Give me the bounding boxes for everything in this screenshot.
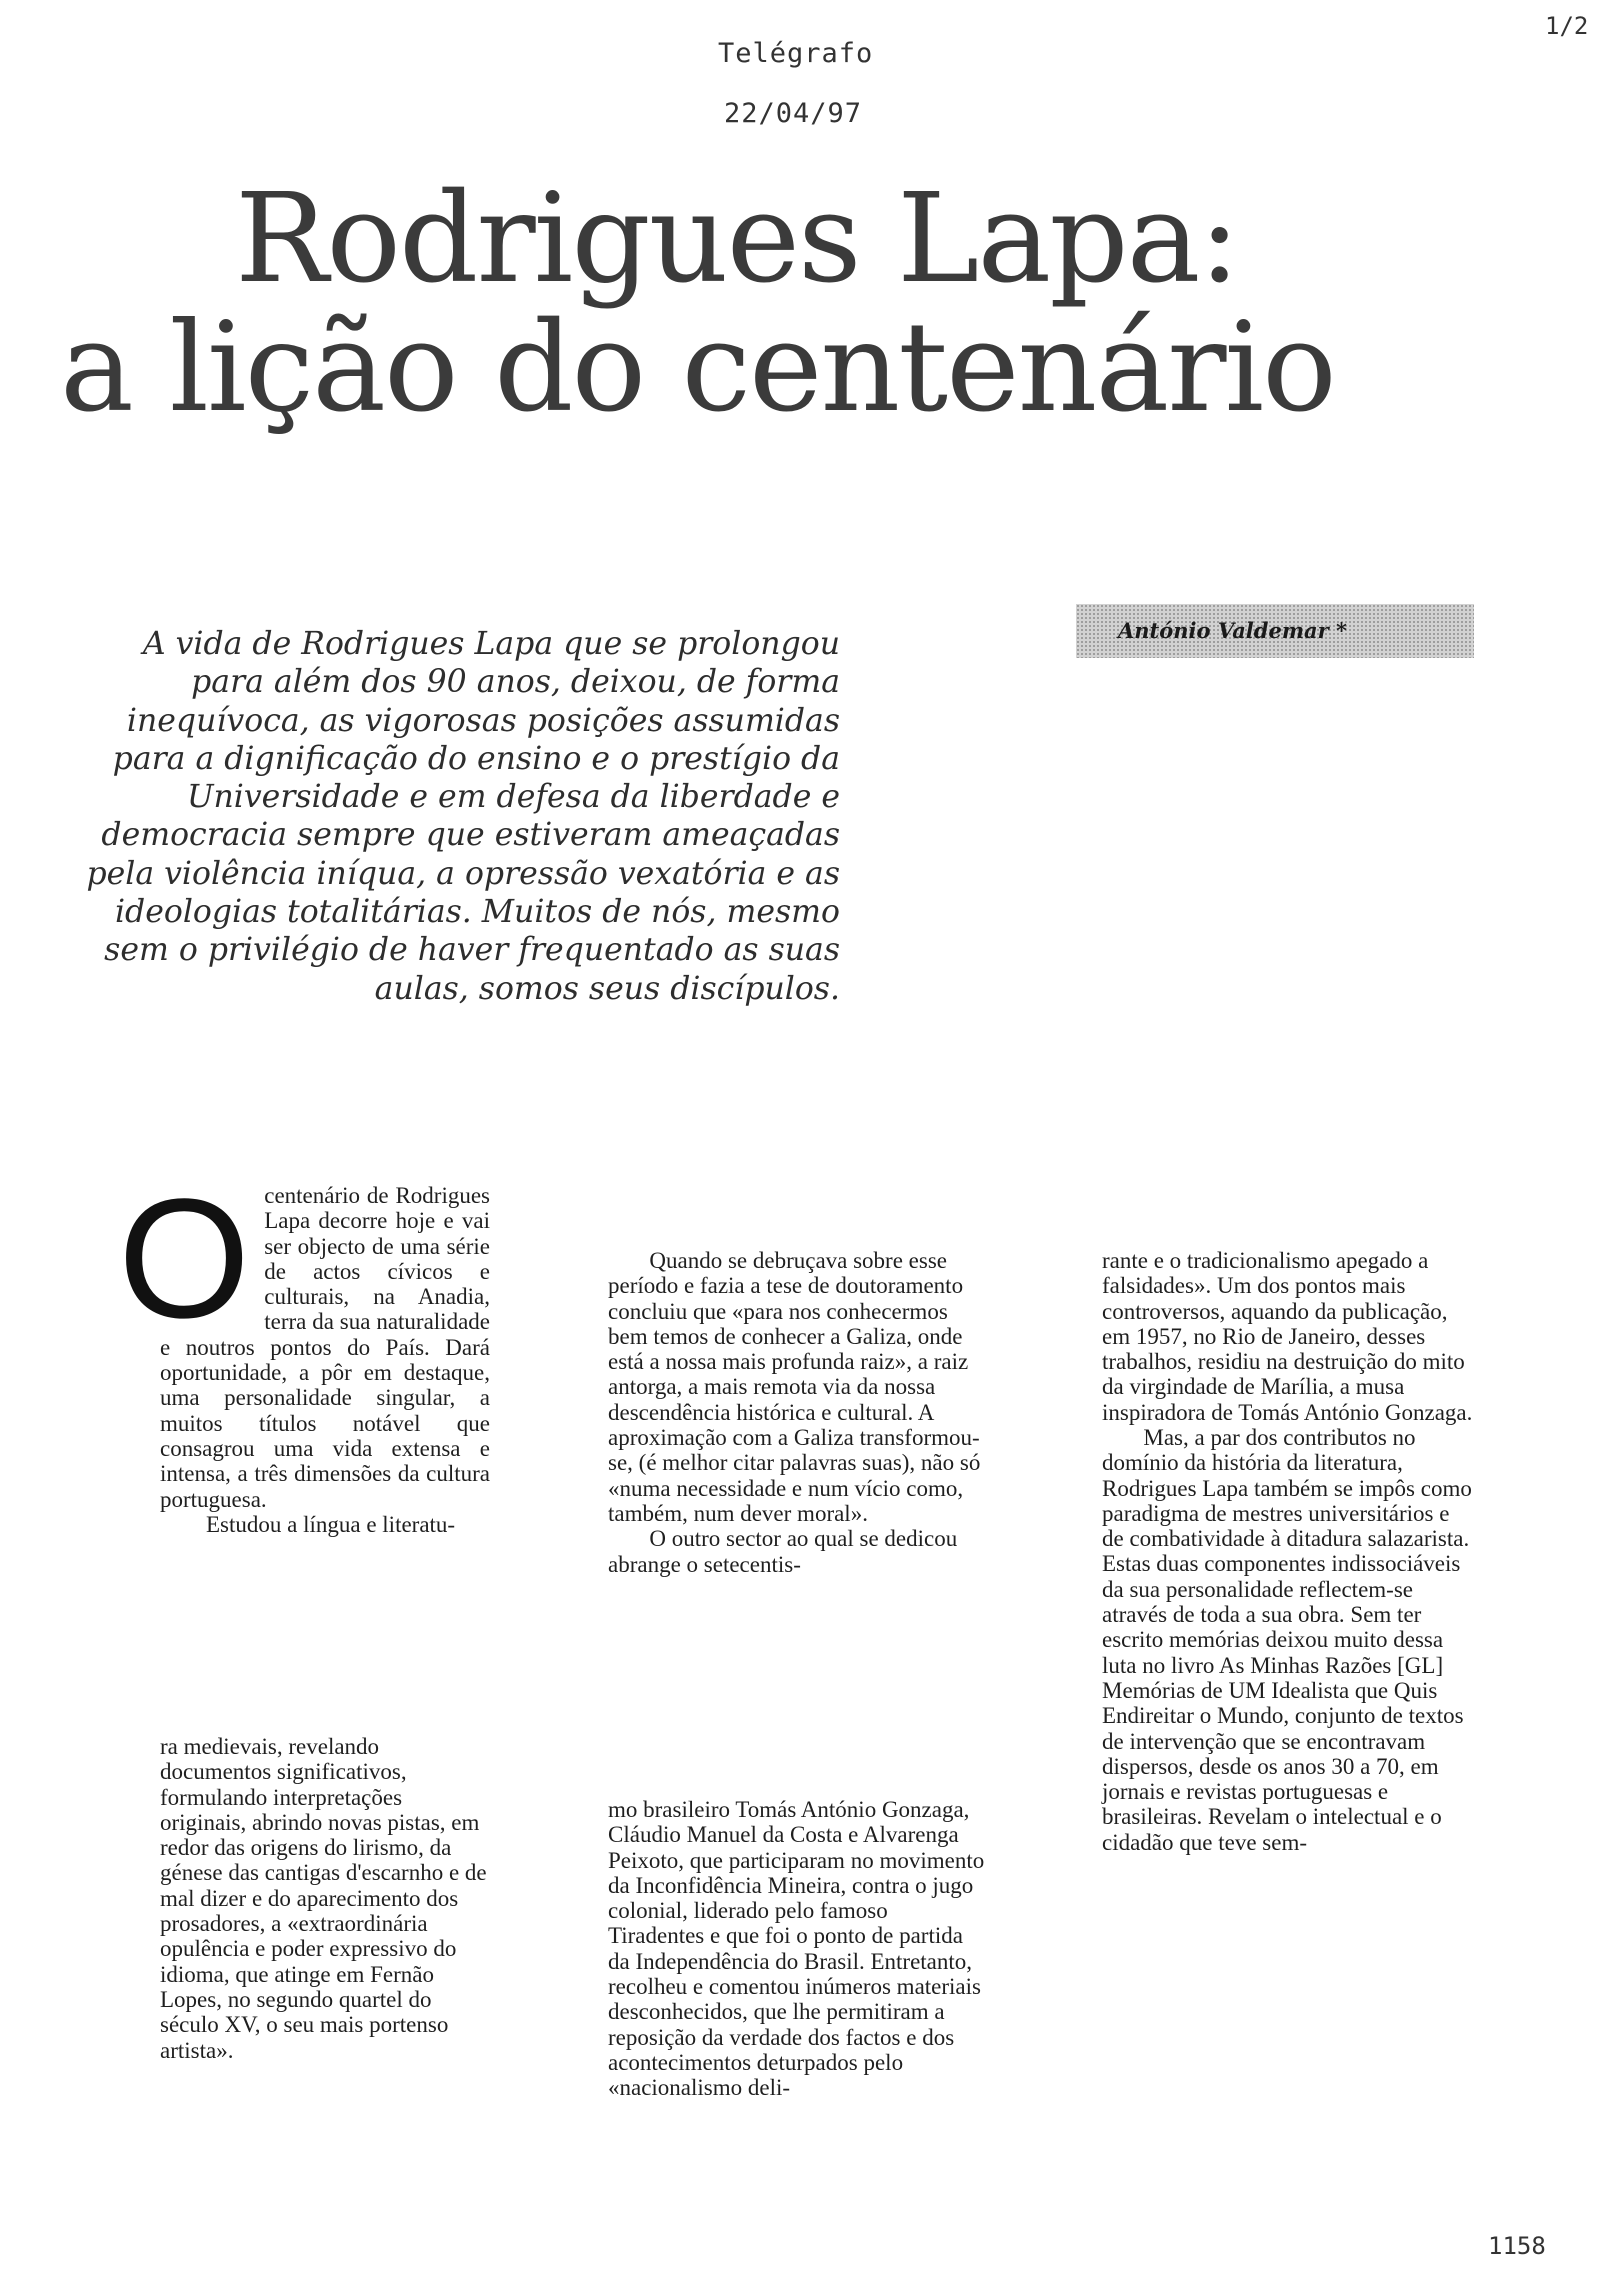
article-column-2: [608, 1248, 986, 1577]
article-column-1: [118, 1164, 490, 1537]
drop-cap: O: [118, 1164, 251, 1354]
body-paragraph: Mas, a par dos contributos no domínio da história da literatura, Rodrigues Lapa também se impôs como paradigma de mestres universitários e de combatividade à ditadura salazarista. Estas duas componentes indissociáveis da sua personalidade reflectem-se através de toda a sua obra. Sem ter escrito memórias deixou muito dessa luta no livro As Minhas Razões [GL] Memórias de UM Idealista que Quis Endireitar o Mundo, conjunto de textos de intervenção que se encontravam dispersos, desde os anos 30 a 70, em jornais e revistas portuguesas e brasileiras. Revelam o intelectual e o cidadão que teve sem-: [1102, 1425, 1472, 1855]
body-paragraph: O outro sector ao qual se dedicou abrange o setecentis-: [608, 1526, 958, 1577]
body-paragraph: Estudou a língua e literatu-: [206, 1511, 456, 1537]
headline: [60, 167, 1520, 440]
lead-paragraph: A vida de Rodrigues Lapa que se prolongou para além dos 90 anos, deixou, de forma inequívoca, as vigorosas posições assumidas para a dignificação do ensino e o prestígio da Universidade e em defesa da liberdade e democracia sempre que estiveram ameaçadas pela violência iníqua, a opressão vexatória e as ideologias totalitárias. Muitos de nós, mesmo sem o privilégio de haver frequentado as suas aulas, somos seus discípulos.: [86, 626, 840, 1007]
article-column-4: [160, 1734, 490, 2063]
article-column-5: [608, 1797, 986, 2101]
byline: António Valdemar *: [1076, 604, 1474, 658]
body-paragraph: mo brasileiro Tomás António Gonzaga, Cláudio Manuel da Costa e Alvarenga Peixoto, que participaram no movimento da Inconfidência Mineira, contra o jugo colonial, liderado pelo famoso Tiradentes e que foi o ponto de partida da Independência do Brasil. Entretanto, recolheu e comentou inúmeros materiais desconhecidos, que lhe permitiram a reposição da verdade dos factos e dos acontecimentos deturpados pelo «nacionalismo deli-: [608, 1797, 985, 2101]
publication-date: 22/04/97: [724, 98, 863, 129]
body-paragraph: ra medievais, revelando documentos significativos, formulando interpretações originais, abrindo novas pistas, em redor das origens do lirismo, da génese das cantigas d'escarnho e de mal dizer e do aparecimento dos prosadores, a «extraordinária opulência e poder expressivo do idioma, que atinge em Fernão Lopes, no segundo quartel do século XV, o seu mais portenso artista».: [160, 1734, 487, 2063]
page-number: 1/2: [1545, 12, 1589, 40]
archive-number: 1158: [1488, 2232, 1546, 2260]
body-paragraph: rante e o tradicionalismo apegado a falsidades». Um dos pontos mais controversos, aquando da publicação, em 1957, no Rio de Janeiro, desses trabalhos, residiu na destruição do mito da virgindade de Marília, a musa inspiradora de Tomás António Gonzaga.: [1102, 1248, 1473, 1425]
body-paragraph: Quando se debruçava sobre esse período e fazia a tese de doutoramento concluiu que «para nos conhecermos bem temos de conhecer a Galiza, onde está a nossa mais profunda raiz», a raiz antorga, a mais remota via da nossa descendência histórica e cultural. A aproximação com a Galiza transformou-se, (é melhor citar palavras suas), não só «numa necessidade e num vício como, também, num dever moral».: [608, 1248, 981, 1526]
article-column-6: [1102, 1425, 1474, 1855]
body-paragraph: centenário de Rodrigues Lapa decorre hoje e vai ser objecto de uma série de actos cívicos e culturais, na Anadia, terra da sua naturalidade e noutros pontos do País. Dará oportunidade, a pôr em destaque, uma personalidade singular, a muitos títulos notável que consagrou uma vida extensa e intensa, a três dimensões da cultura portuguesa.: [160, 1183, 490, 1512]
headline-line-2: a lição do centenário: [60, 295, 1335, 440]
article-column-3: [1102, 1248, 1474, 1425]
newspaper-source: Telégrafo: [718, 38, 874, 69]
headline-line-1: Rodrigues Lapa:: [235, 167, 1239, 311]
